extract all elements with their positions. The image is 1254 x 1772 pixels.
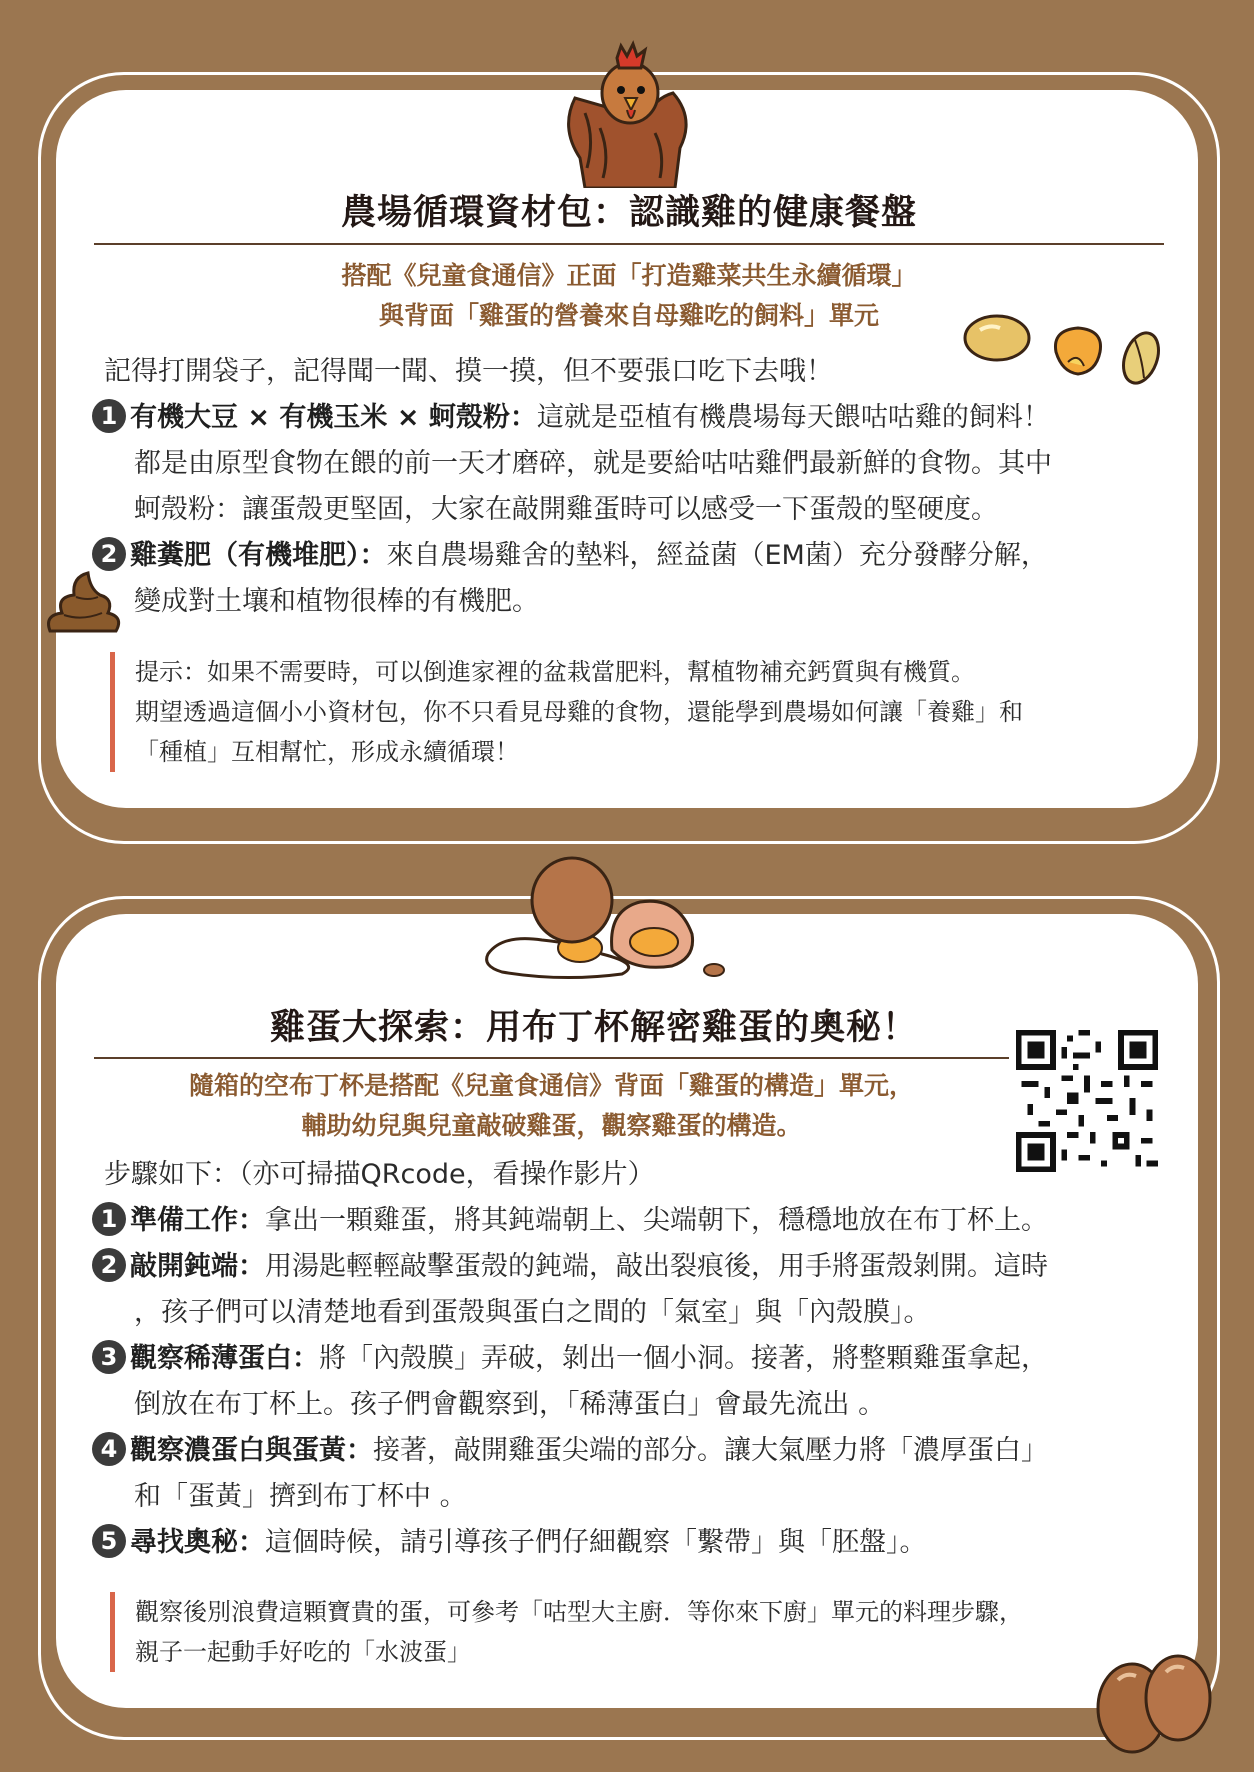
tip-line: 提示：如果不需要時，可以倒進家裡的盆栽當肥料，幫植物補充鈣質與有機質。 — [135, 658, 975, 686]
step-text: 這個時候，請引導孩子們仔細觀察「繫帶」與「胚盤」。 — [265, 1527, 927, 1558]
eggs-illustration — [1090, 1640, 1220, 1760]
card2-step-2 — [92, 1244, 1048, 1290]
qr-code[interactable] — [1016, 1030, 1158, 1172]
card2-step-2-line-2: ，孩子們可以清楚地看到蛋殼與蛋白之間的「氣室」與「內殼膜」。 — [134, 1297, 931, 1328]
number-badge-1: 1 — [92, 1202, 126, 1236]
tip-line: 期望透過這個小小資材包，你不只看見母雞的食物，還能學到農場如何讓「養雞」和 — [135, 698, 1023, 726]
item-label: 有機大豆 × 有機玉米 × 蚵殼粉： — [130, 402, 537, 433]
tip-line: 「種植」互相幫忙，形成永續循環！ — [135, 738, 519, 766]
number-badge-1: 1 — [92, 399, 126, 433]
step-label: 觀察稀薄蛋白： — [130, 1343, 319, 1374]
step-label: 敲開鈍端： — [130, 1251, 265, 1282]
step-text: 用湯匙輕輕敲擊蛋殼的鈍端，敲出裂痕後，用手將蛋殼剝開。這時 — [265, 1251, 1048, 1282]
card2-step-5 — [92, 1520, 927, 1566]
card1-title: 農場循環資材包：認識雞的健康餐盤 — [340, 193, 917, 233]
item-text: 這就是亞植有機農場每天餵咕咕雞的飼料！ — [536, 402, 1050, 433]
card1-item-1-line-2: 都是由原型食物在餵的前一天才磨碎，就是要給咕咕雞們最新鮮的食物。其中 — [134, 448, 1052, 479]
step-text: 拿出一顆雞蛋，將其鈍端朝上、尖端朝下，穩穩地放在布丁杯上。 — [265, 1205, 1048, 1236]
card1-intro: 記得打開袋子，記得聞一聞、摸一摸，但不要張口吃下去哦！ — [104, 356, 833, 387]
step-label: 準備工作： — [130, 1205, 265, 1236]
card2-step-4 — [92, 1428, 1048, 1474]
card1-item-2 — [92, 533, 1048, 579]
item-label: 雞糞肥（有機堆肥）： — [130, 540, 387, 571]
number-badge-3: 3 — [92, 1340, 126, 1374]
step-text: 接著，敲開雞蛋尖端的部分。讓大氣壓力將「濃厚蛋白」 — [373, 1435, 1048, 1466]
number-badge-5: 5 — [92, 1524, 126, 1558]
card2-intro: 步驟如下：（亦可掃描QRcode，看操作影片） — [104, 1159, 655, 1190]
card2-subtitle-1: 隨箱的空布丁杯是搭配《兒童食通信》背面「雞蛋的構造」單元， — [188, 1071, 914, 1100]
card1-subtitle-2: 與背面「雞蛋的營養來自母雞吃的飼料」單元 — [378, 301, 879, 330]
step-label: 觀察濃蛋白與蛋黃： — [130, 1435, 373, 1466]
card2-title: 雞蛋大探索：用布丁杯解密雞蛋的奧秘！ — [269, 1008, 918, 1048]
card1-item-1-line-3: 蚵殼粉：讓蛋殼更堅固，大家在敲開雞蛋時可以感受一下蛋殼的堅硬度。 — [134, 494, 998, 525]
cracked-egg-illustration — [482, 854, 742, 984]
card2-tip — [110, 1592, 1023, 1672]
grain-icon — [962, 312, 1032, 364]
card2-step-3-line-2: 倒放在布丁杯上。孩子們會觀察到，「稀薄蛋白」會最先流出 。 — [134, 1389, 886, 1420]
seed-icon — [1118, 328, 1164, 388]
item-text: 來自農場雞舍的墊料，經益菌（EM菌）充分發酵分解， — [386, 540, 1048, 571]
tip-line: 觀察後別浪費這顆寶貴的蛋，可參考「咕型大主廚．等你來下廚」單元的料理步驟， — [135, 1598, 1023, 1626]
tip-line: 親子一起動手好吃的「水波蛋」 — [135, 1638, 471, 1666]
manure-icon — [42, 565, 124, 641]
card1-divider — [94, 243, 1164, 245]
card1-tip — [110, 652, 1023, 772]
step-text: 將「內殼膜」弄破，剝出一個小洞。接著，將整顆雞蛋拿起， — [319, 1343, 1048, 1374]
card2-divider — [94, 1057, 1009, 1059]
card1-item-1 — [92, 395, 1050, 441]
card2-step-4-line-2: 和「蛋黃」擠到布丁杯中 。 — [134, 1481, 467, 1512]
step-label: 尋找奧秘： — [130, 1527, 265, 1558]
number-badge-2: 2 — [92, 537, 126, 571]
number-badge-4: 4 — [92, 1432, 126, 1466]
card2-step-1 — [92, 1198, 1048, 1244]
chicken-illustration — [555, 38, 705, 188]
number-badge-2: 2 — [92, 1248, 126, 1282]
card2-subtitle-2: 輔助幼兒與兒童敲破雞蛋，觀察雞蛋的構造。 — [301, 1111, 802, 1140]
card1-subtitle-1: 搭配《兒童食通信》正面「打造雞菜共生永續循環」 — [341, 261, 917, 290]
card1-item-2-line-2: 變成對土壤和植物很棒的有機肥。 — [134, 586, 539, 617]
corn-icon — [1048, 322, 1108, 378]
card2-step-3 — [92, 1336, 1048, 1382]
